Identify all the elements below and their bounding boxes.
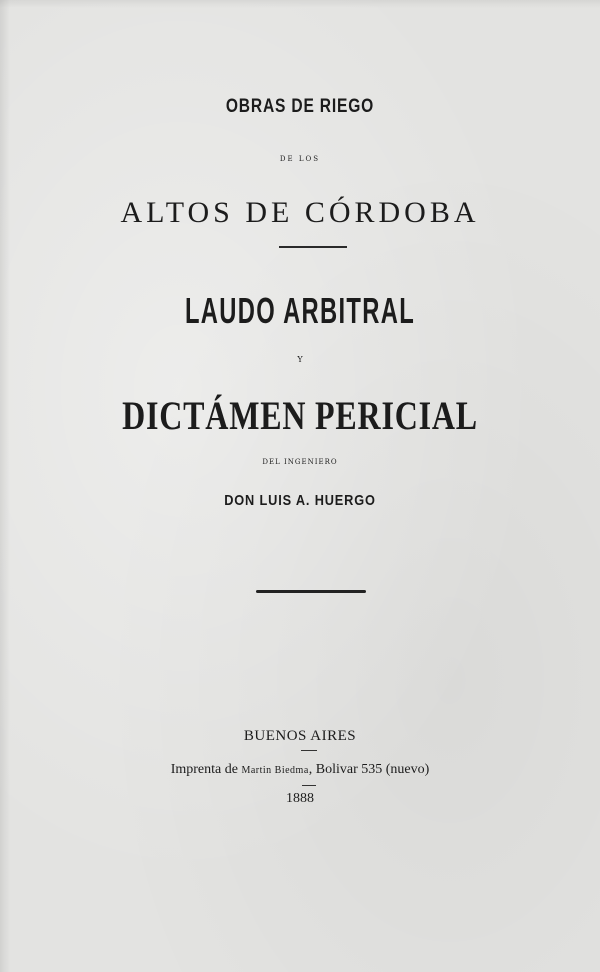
page-edge-shadow xyxy=(0,0,10,972)
series-heading: OBRAS DE RIEGO xyxy=(225,96,375,117)
ornamental-rule xyxy=(256,590,366,593)
author-prefix: DEL INGENIERO xyxy=(262,458,338,466)
author-name: DON LUIS A. HUERGO xyxy=(224,492,376,509)
imprint-city: BUENOS AIRES xyxy=(243,728,357,744)
connector-text: DE LOS xyxy=(279,155,321,163)
location-heading: ALTOS DE CÓRDOBA xyxy=(120,196,480,229)
printer-name: Martin Biedma xyxy=(241,765,309,776)
page-edge-shadow-top xyxy=(0,0,600,8)
conjunction-text: Y xyxy=(297,355,303,364)
printer-prefix: Imprenta de xyxy=(170,762,242,777)
printer-address: , Bolivar 535 (nuevo) xyxy=(308,762,430,777)
divider-rule xyxy=(279,246,347,248)
imprint-divider xyxy=(301,750,317,751)
main-title: LAUDO ARBITRAL xyxy=(184,290,416,331)
imprint-divider-2 xyxy=(302,785,316,786)
imprint-printer xyxy=(0,762,600,778)
main-title-secondary: DICTÁMEN PERICIAL xyxy=(122,393,478,438)
imprint-year: 1888 xyxy=(286,791,314,806)
